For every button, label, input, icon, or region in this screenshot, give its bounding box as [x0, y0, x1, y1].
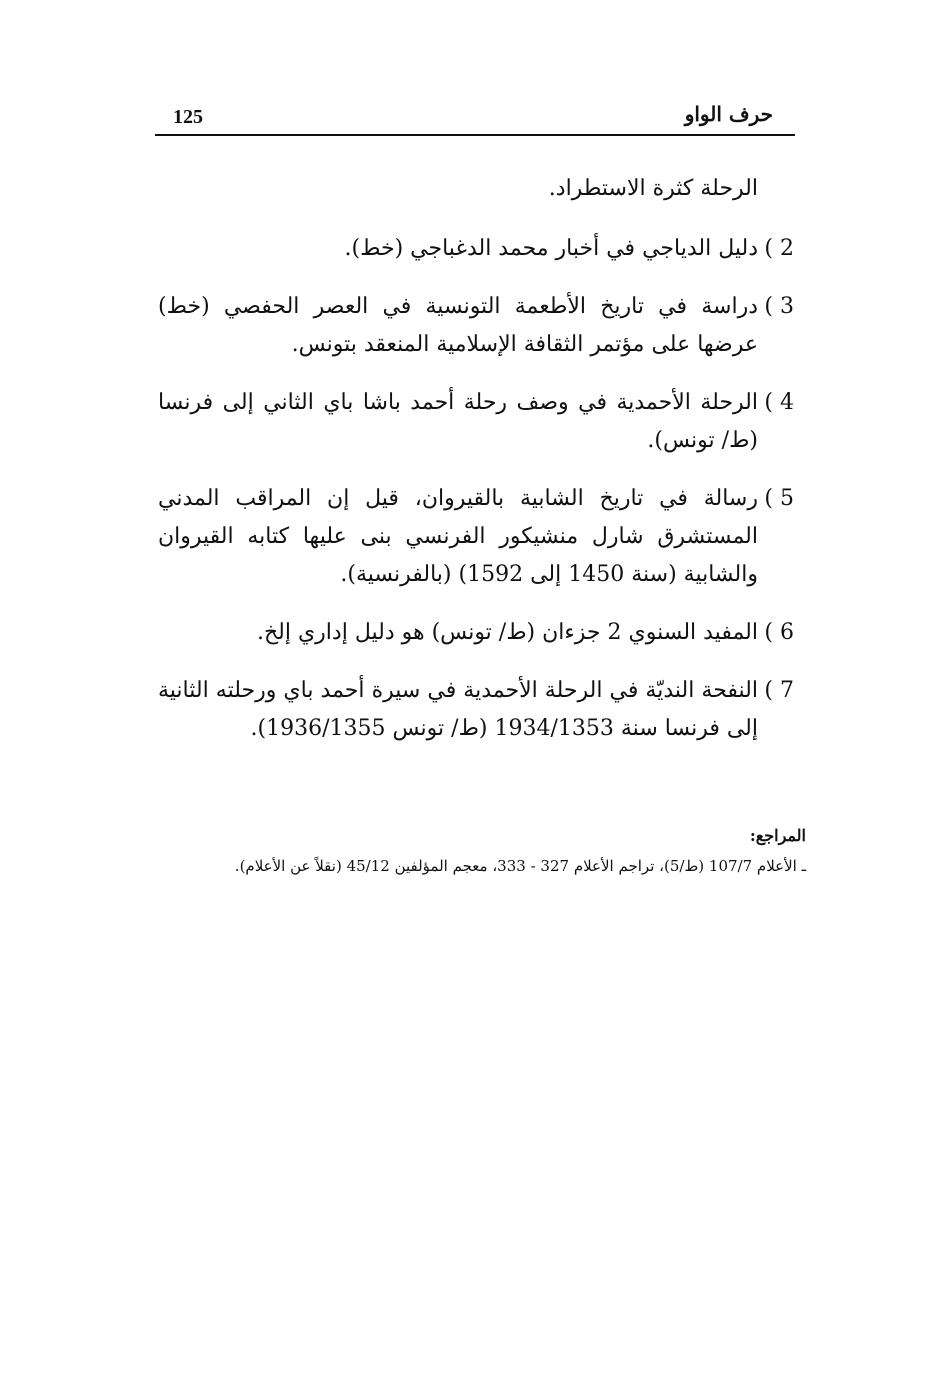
page-number: 125 — [173, 106, 203, 128]
item-text: دليل الدياجي في أخبار محمد الدغباجي (خط). — [344, 236, 758, 261]
item-number: 7 ) — [764, 678, 794, 703]
references-title: المراجع: — [749, 826, 806, 845]
item-number: 6 ) — [764, 620, 794, 645]
item-text: الرحلة الأحمدية في وصف رحلة أحمد باشا باي الثاني إلى فرنسا (ط/ تونس). — [158, 390, 758, 453]
references-section — [158, 822, 806, 880]
main-text — [158, 170, 794, 768]
continuation-line: الرحلة كثرة الاستطراد. — [548, 176, 758, 201]
list-item — [158, 230, 794, 268]
item-text: النفحة النديّة في الرحلة الأحمدية في سيرة أحمد باي ورحلته الثانية إلى فرنسا سنة 1934/1353 (ط/ تونس 1936/1355). — [158, 678, 758, 741]
item-text: دراسة في تاريخ الأطعمة التونسية في العصر الحفصي (خط) عرضها على مؤتمر الثقافة الإسلامية المنعقد بتونس. — [158, 294, 758, 357]
item-text: رسالة في تاريخ الشابية بالقيروان، قيل إن المراقب المدني المستشرق شارل منشيكور الفرنسي بنى عليها كتابه القيروان والشابية (سنة 1450 إلى 1592) (بالفرنسية). — [158, 486, 758, 587]
page-header — [155, 100, 795, 136]
item-number: 5 ) — [764, 486, 794, 511]
list-item — [158, 672, 794, 748]
running-head: حرف الواو — [684, 102, 773, 126]
item-text: المفيد السنوي 2 جزءان (ط/ تونس) هو دليل إداري إلخ. — [256, 620, 758, 645]
item-number: 3 ) — [764, 294, 794, 319]
list-item — [158, 614, 794, 652]
list-item — [158, 384, 794, 460]
list-item — [158, 480, 794, 594]
list-item — [158, 288, 794, 364]
item-number: 2 ) — [764, 236, 794, 261]
references-text: ـ الأعلام 107/7 (ط/5)، تراجم الأعلام 327 - 333، معجم المؤلفين 45/12 (نقلاً عن الأعلام). — [234, 857, 806, 875]
item-number: 4 ) — [764, 390, 794, 415]
